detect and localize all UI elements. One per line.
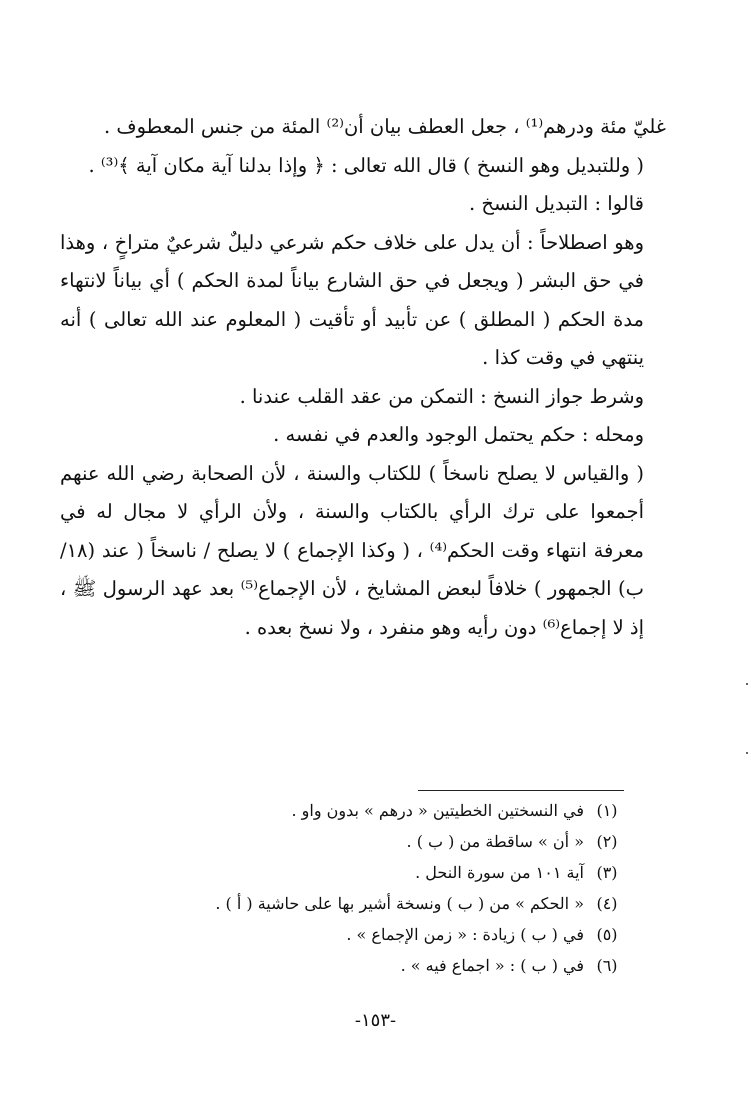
footnote-text: في ( ب ) زيادة : « زمن الإجماع » . <box>346 925 584 944</box>
footnote-number: (٢) <box>596 832 618 851</box>
footnote-5 <box>150 919 630 950</box>
footnote-text: في ( ب ) : « اجماع فيه » . <box>400 956 584 975</box>
paragraph-3: قالوا : التبديل النسخ . <box>468 192 644 215</box>
footnote-number: (٣) <box>596 863 618 882</box>
footnote-4 <box>150 888 630 919</box>
footnote-text: آية ١٠١ من سورة النحل . <box>415 863 584 882</box>
footnote-2 <box>150 826 630 857</box>
footnote-3 <box>150 857 630 888</box>
footnote-separator <box>418 790 624 791</box>
page-number: -١٥٣- <box>354 1010 397 1031</box>
footnote-text: « الحكم » من ( ب ) ونسخة أشير بها على حاشية ( أ ) . <box>215 894 584 913</box>
footnote-number: (٥) <box>596 925 618 944</box>
main-text <box>60 108 666 647</box>
scan-speck <box>746 683 748 685</box>
footnote-number: (١) <box>596 801 618 820</box>
paragraph-7: ( والقياس لا يصلح ناسخاً ) للكتاب والسنة ، لأن الصحابة رضي الله عنهم أجمعوا على ترك الرأي بالكتاب والسنة ، ولأن الرأي لا مجال له في معرفة انتهاء وقت الحكم⁽⁴⁾ ، ( وكذا الإجماع ) لا يصلح / ناسخاً ( عند (١٨/ب) الجمهور ) خلافاً لبعض المشايخ ، لأن الإجماع⁽⁵⁾ بعد عهد الرسول ﷺ ، إذ لا إجماع⁽⁶⁾ دون رأيه وهو منفرد ، ولا نسخ بعده . <box>60 461 644 639</box>
paragraph-5: وشرط جواز النسخ : التمكن من عقد القلب عندنا . <box>239 384 644 408</box>
footnote-number: (٦) <box>596 956 618 975</box>
footnote-text: في النسختين الخطيتين « درهم » بدون واو . <box>291 801 584 820</box>
paragraph-4: وهو اصطلاحاً : أن يدل على خلاف حكم شرعي دليلٌ شرعيٌ متراخٍ ، وهذا في حق البشر ( ويجعل في حق الشارع بياناً لمدة الحكم ) أي بياناً لانتهاء مدة الحكم ( المطلق ) عن تأبيد أو تأقيت ( المعلوم عند الله تعالى ) أنه ينتهي في وقت كذا . <box>60 230 644 369</box>
paragraph-6: ومحله : حكم يحتمل الوجود والعدم في نفسه . <box>273 423 644 446</box>
footnote-6 <box>150 950 630 981</box>
scan-speck <box>746 752 748 754</box>
footnote-number: (٤) <box>596 894 618 913</box>
footnotes <box>150 795 630 981</box>
footnote-1 <box>150 795 630 826</box>
paragraph-1: غليّ مئة ودرهم⁽¹⁾ ، جعل العطف بيان أن⁽²⁾ المئة من جنس المعطوف . <box>103 115 666 138</box>
footnote-text: « أن » ساقطة من ( ب ) . <box>406 832 584 851</box>
paragraph-2: ( وللتبديل وهو النسخ ) قال الله تعالى : ﴿ وإذا بدلنا آية مكان آية ﴾⁽³⁾ . <box>88 153 644 177</box>
